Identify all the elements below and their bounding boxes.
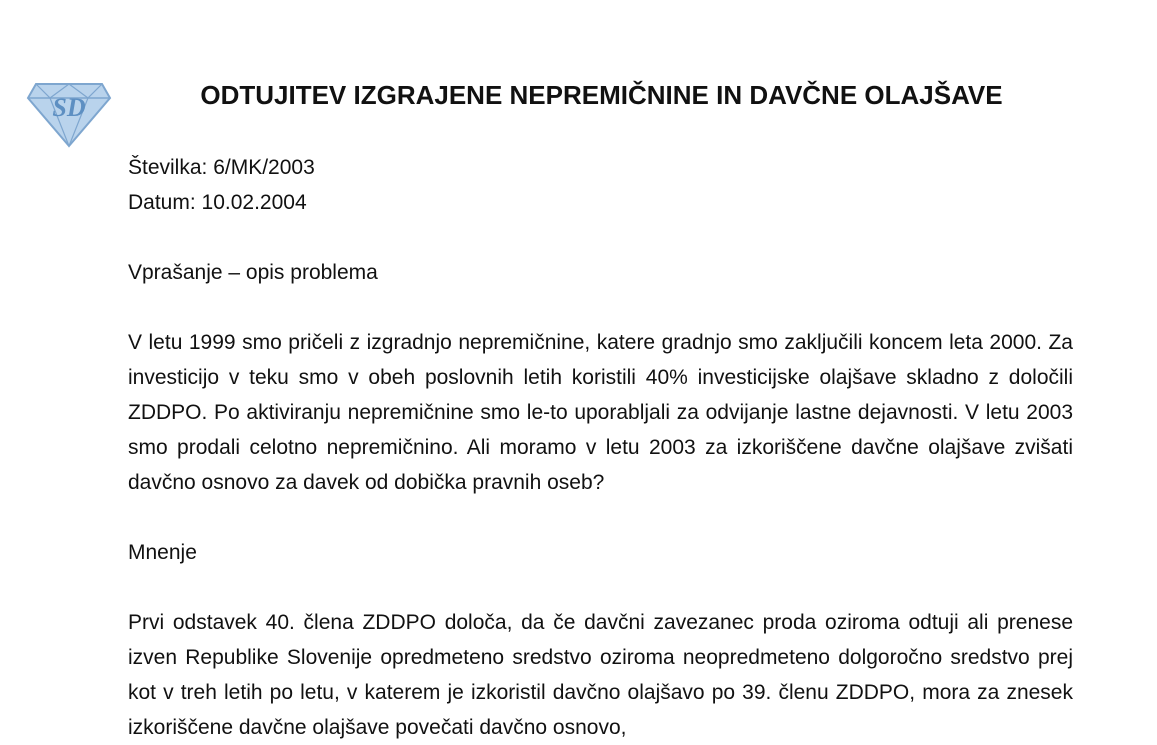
- logo-text: SD: [52, 93, 86, 122]
- question-paragraph: V letu 1999 smo pričeli z izgradnjo nepremičnine, katere gradnjo smo zaključili koncem leta 2000. Za investicijo v teku smo v obeh poslovnih letih koristili 40% investicijske olajšave skladno z določili ZDDPO. Po aktiviranju nepremičnine smo le-to uporabljali za odvijanje lastne dejavnosti. V letu 2003 smo prodali celotno nepremičnino. Ali moramo v letu 2003 za izkoriščene davčne olajšave zvišati davčno osnovo za davek od dobička pravnih oseb?: [128, 331, 1073, 494]
- document-title: ODTUJITEV IZGRAJENE NEPREMIČNINE IN DAVČNE OLAJŠAVE: [200, 80, 1003, 110]
- question-heading: Vprašanje – opis problema: [128, 261, 378, 284]
- opinion-heading: Mnenje: [128, 541, 197, 564]
- opinion-paragraph: Prvi odstavek 40. člena ZDDPO določa, da če davčni zavezanec proda oziroma odtuji ali prenese izven Republike Slovenije opredmeteno sredstvo oziroma neopredmeteno dolgoročno sredstvo prej kot v treh letih po letu, v katerem je izkoristil davčno olajšavo po 39. členu ZDDPO, mora za znesek izkoriščene davčne olajšave povečati davčno osnovo,: [128, 611, 1073, 739]
- document-number: Številka: 6/MK/2003: [128, 156, 315, 179]
- document-body: [128, 150, 1073, 745]
- document-date: Datum: 10.02.2004: [128, 191, 307, 214]
